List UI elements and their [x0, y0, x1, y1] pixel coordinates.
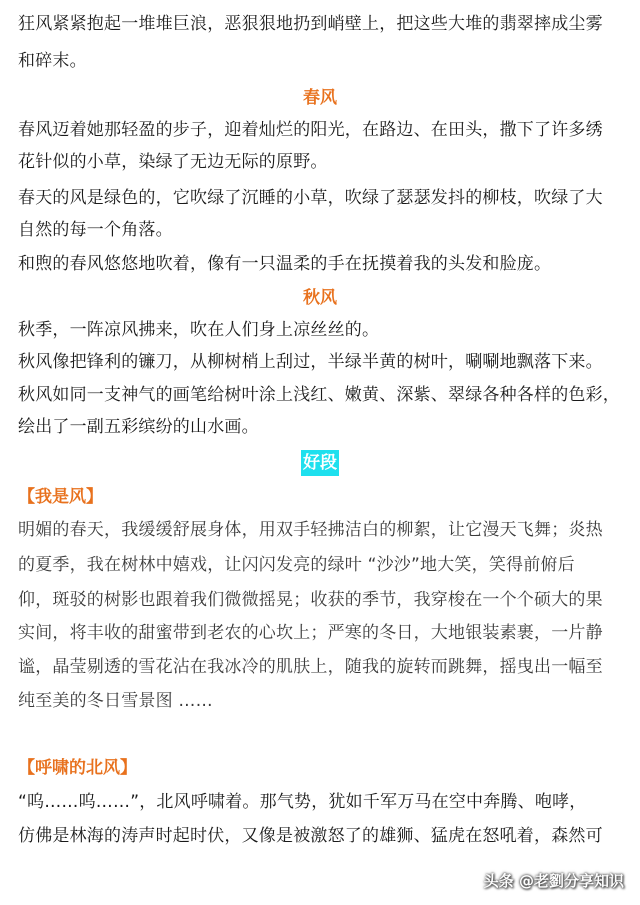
spring-line-4: 自然的每一个角落。: [18, 220, 173, 240]
spring-line-1: 春风迈着她那轻盈的步子，迎着灿烂的阳光，在路边、在田头，撒下了许多绣: [18, 120, 603, 140]
i-am-wind-line-6: 纯至美的冬日雪景图 ……: [18, 691, 213, 711]
good-paragraph-title: 好段: [301, 450, 339, 476]
i-am-wind-line-3: 仰，斑驳的树影也跟着我们微微摇晃；收获的季节，我穿梭在一个个硕大的果: [18, 590, 603, 610]
spring-line-5: 和煦的春风悠悠地吹着，像有一只温柔的手在抚摸着我的头发和脸庞。: [18, 254, 552, 274]
intro-line-1: 狂风紧紧抱起一堆堆巨浪，恶狠狠地扔到峭壁上，把这些大堆的翡翠摔成尘雾: [18, 14, 603, 34]
north-wind-line-1: “呜……呜……”，北风呼啸着。那气势，犹如千军万马在空中奔腾、咆哮，: [18, 792, 587, 812]
i-am-wind-line-4: 实间，将丰收的甜蜜带到老农的心坎上；严寒的冬日，大地银装素裹，一片静: [18, 623, 603, 643]
autumn-line-1: 秋季，一阵凉风拂来，吹在人们身上凉丝丝的。: [18, 320, 380, 340]
subsection-title-north-wind: 【呼啸的北风】: [18, 758, 137, 778]
spring-line-3: 春天的风是绿色的，它吹绿了沉睡的小草，吹绿了瑟瑟发抖的柳枝，吹绿了大: [18, 188, 603, 208]
intro-line-2: 和碎末。: [18, 51, 87, 71]
subsection-title-i-am-wind: 【我是风】: [18, 487, 103, 507]
spring-line-2: 花针似的小草，染绿了无边无际的原野。: [18, 152, 328, 172]
watermark: 头条 @老劉分享知识: [483, 872, 624, 890]
i-am-wind-line-2: 的夏季，我在树林中嬉戏，让闪闪发亮的绿叶 “沙沙”地大笑，笑得前俯后: [18, 555, 575, 575]
i-am-wind-line-1: 明媚的春天，我缓缓舒展身体，用双手轻拂洁白的柳絮，让它漫天飞舞；炎热: [18, 520, 603, 540]
north-wind-line-2: 仿佛是林海的涛声时起时伏，又像是被激怒了的雄狮、猛虎在怒吼着，森然可: [18, 826, 603, 846]
good-paragraph-wrap: [0, 450, 640, 476]
autumn-line-4: 绘出了一副五彩缤纷的山水画。: [18, 417, 259, 437]
autumn-line-3: 秋风如同一支神气的画笔给树叶涂上浅红、嫩黄、深紫、翠绿各种各样的色彩，: [18, 385, 620, 405]
section-title-spring: 春风: [303, 88, 337, 108]
section-title-autumn: 秋风: [303, 288, 337, 308]
i-am-wind-line-5: 谧，晶莹剔透的雪花沾在我冰冷的肌肤上，随我的旋转而跳舞，摇曳出一幅至: [18, 657, 603, 677]
autumn-line-2: 秋风像把锋利的镰刀，从柳树梢上刮过，半绿半黄的树叶，唰唰地飘落下来。: [18, 352, 603, 372]
